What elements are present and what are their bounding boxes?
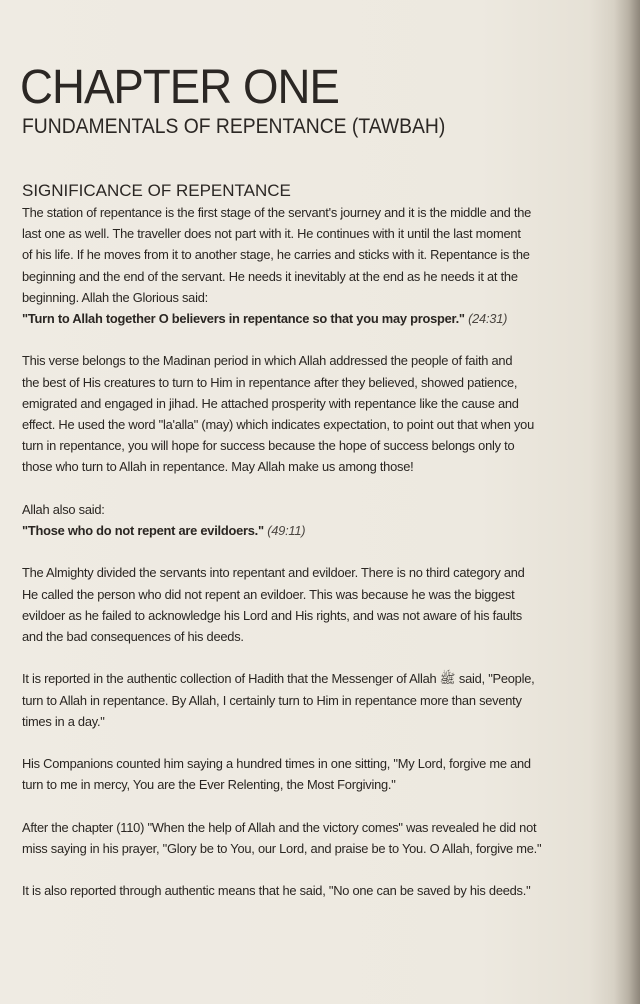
text-line: the best of His creatures to turn to Him in repentance after they believed, showed patience, — [22, 374, 518, 390]
text-line: This verse belongs to the Madinan period in which Allah addressed the people of faith and — [22, 353, 513, 369]
paragraph-spacer — [22, 859, 626, 880]
verse-text: "Turn to Allah together O believers in repentance so that you may prosper." — [22, 311, 465, 327]
text-line: times in a day." — [22, 713, 105, 729]
verse-quote — [22, 308, 626, 329]
text-line: last one as well. The traveller does not part with it. He continues with it until the last moment — [22, 226, 521, 242]
text-line: beginning. Allah the Glorious said: — [22, 289, 208, 305]
text-line: beginning and the end of the servant. He needs it inevitably at the end as he needs it at the — [22, 268, 518, 284]
text-line: After the chapter (110) "When the help of Allah and the victory comes" was revealed he did not — [22, 819, 537, 835]
chapter-title: CHAPTER ONE — [20, 61, 339, 114]
body-text — [22, 202, 632, 902]
verse-text: "Those who do not repent are evildoers." — [22, 523, 264, 539]
paragraph-spacer — [22, 478, 626, 499]
text-line: He called the person who did not repent an evildoer. This was because he was the biggest — [22, 586, 515, 602]
text-line: Allah also said: — [22, 501, 105, 517]
text-line: It is reported in the authentic collection of Hadith that the Messenger of Allah ﷺ said, "People, — [22, 671, 535, 687]
text-line: of his life. If he moves from it to another stage, he carries and sticks with it. Repentance is the — [22, 247, 530, 263]
paragraph-spacer — [22, 541, 626, 562]
text-line: turn to Allah in repentance. By Allah, I certainly turn to Him in repentance more than seventy — [22, 692, 522, 708]
paragraph-spacer — [22, 732, 626, 753]
paragraph-spacer — [22, 647, 626, 668]
text-line: It is also reported through authentic means that he said, "No one can be saved by his deeds." — [22, 883, 531, 899]
verse-reference: (24:31) — [468, 311, 508, 327]
text-line: turn in repentance, you will hope for success because the hope of success belongs only to — [22, 438, 515, 454]
paragraph-spacer — [22, 329, 626, 350]
paragraph-spacer — [22, 796, 626, 817]
text-line: miss saying in his prayer, "Glory be to You, our Lord, and praise be to You. O Allah, forgive me." — [22, 841, 542, 856]
text-line: The station of repentance is the first stage of the servant's journey and it is the middle and the — [22, 205, 532, 220]
text-line: and the bad consequences of his deeds. — [22, 629, 244, 645]
text-line: His Companions counted him saying a hundred times in one sitting, "My Lord, forgive me and — [22, 756, 531, 772]
text-line: emigrated and engaged in jihad. He attached prosperity with repentance like the cause and — [22, 395, 519, 411]
text-line: The Almighty divided the servants into repentant and evildoer. There is no third category and — [22, 565, 525, 581]
text-line: turn to me in mercy, You are the Ever Relenting, the Most Forgiving." — [22, 777, 396, 793]
text-line: evildoer as he failed to acknowledge his Lord and His rights, and was not aware of his faults — [22, 607, 522, 623]
chapter-subtitle: FUNDAMENTALS OF REPENTANCE (TAWBAH) — [22, 115, 446, 138]
text-line: effect. He used the word "la'alla" (may) which indicates expectation, to point out that when you — [22, 417, 535, 433]
text-line: those who turn to Allah in repentance. May Allah make us among those! — [22, 459, 414, 475]
verse-quote — [22, 520, 626, 541]
section-title: SIGNIFICANCE OF REPENTANCE — [22, 181, 291, 200]
verse-reference: (49:11) — [267, 523, 306, 539]
